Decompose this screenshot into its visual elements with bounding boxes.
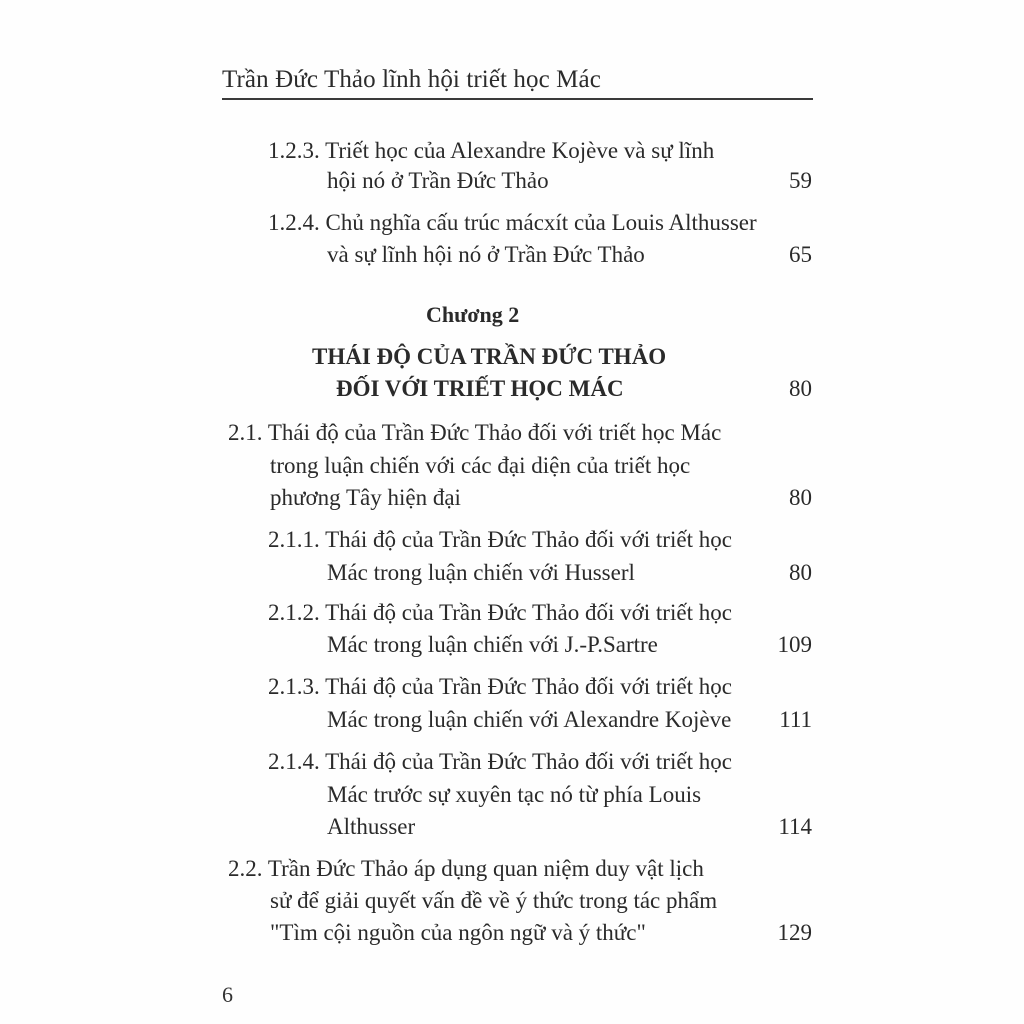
entry-number: 1.2.4. [268, 210, 320, 235]
entry-number: 2.1.2. [268, 600, 320, 625]
entry-text: Thái độ của Trần Đức Thảo đối với triết học Mác [267, 420, 722, 445]
page-number-1-2-3: 59 [789, 168, 812, 193]
entry-text: Chủ nghĩa cấu trúc mácxít của Louis Althusser [325, 210, 757, 235]
running-header: Trần Đức Thảo lĩnh hội triết học Mác [222, 66, 601, 93]
toc-entry-2-1-4-line2: Mác trước sự xuyên tạc nó từ phía Louis [327, 782, 702, 807]
header-rule [222, 98, 813, 100]
entry-text: Triết học của Alexandre Kojève và sự lĩnh [325, 138, 715, 163]
toc-entry-2-1-line2: trong luận chiến với các đại diện của triết học [270, 453, 691, 478]
toc-entry-2-2-line3: "Tìm cội nguồn của ngôn ngữ và ý thức" [270, 920, 646, 945]
page-number-2-2: 129 [777, 920, 812, 945]
entry-text: Thái độ của Trần Đức Thảo đối với triết học [325, 674, 732, 699]
entry-number: 2.2. [228, 856, 263, 881]
toc-entry-2-1-line1 [228, 420, 721, 446]
toc-entry-2-1-1-line1 [268, 527, 732, 553]
toc-entry-2-2-line1 [228, 856, 704, 882]
toc-entry-1-2-3-line2: hội nó ở Trần Đức Thảo [327, 168, 549, 193]
toc-entry-2-2-line2: sử để giải quyết vấn đề về ý thức trong tác phẩm [270, 888, 718, 913]
entry-number: 2.1.3. [268, 674, 320, 699]
entry-number: 1.2.3. [268, 138, 320, 163]
folio-page-number: 6 [222, 982, 233, 1007]
entry-text: Trần Đức Thảo áp dụng quan niệm duy vật lịch [267, 856, 704, 881]
page-number-2-1-2: 109 [777, 632, 812, 657]
page-number-2-1: 80 [789, 485, 812, 510]
chapter-title-line2: ĐỐI VỚI TRIẾT HỌC MÁC [336, 376, 624, 401]
toc-entry-2-1-2-line2: Mác trong luận chiến với J.-P.Sartre [327, 632, 658, 657]
toc-entry-1-2-4-line1 [268, 210, 757, 236]
chapter-title-line1: THÁI ĐỘ CỦA TRẦN ĐỨC THẢO [312, 344, 667, 369]
page-number-2-1-4: 114 [778, 814, 812, 839]
entry-number: 2.1.4. [268, 749, 320, 774]
toc-entry-2-1-4-line1 [268, 749, 732, 775]
toc-entry-2-1-1-line2: Mác trong luận chiến với Husserl [327, 560, 635, 585]
page-number-1-2-4: 65 [789, 242, 812, 267]
entry-text: Thái độ của Trần Đức Thảo đối với triết học [325, 600, 732, 625]
toc-entry-1-2-3-line1 [268, 138, 714, 164]
entry-number: 2.1. [228, 420, 263, 445]
page-number-2-1-3: 111 [779, 707, 812, 732]
page-number-2-1-1: 80 [789, 560, 812, 585]
entry-text: Thái độ của Trần Đức Thảo đối với triết học [325, 749, 732, 774]
entry-text: Thái độ của Trần Đức Thảo đối với triết học [325, 527, 732, 552]
toc-entry-1-2-4-line2: và sự lĩnh hội nó ở Trần Đức Thảo [327, 242, 645, 267]
toc-entry-2-1-line3: phương Tây hiện đại [270, 485, 461, 510]
entry-number: 2.1.1. [268, 527, 320, 552]
chapter-label: Chương 2 [426, 302, 520, 327]
toc-entry-2-1-2-line1 [268, 600, 732, 626]
toc-entry-2-1-3-line1 [268, 674, 732, 700]
page-number-chapter-2: 80 [789, 376, 812, 401]
toc-entry-2-1-4-line3: Althusser [327, 814, 416, 839]
toc-entry-2-1-3-line2: Mác trong luận chiến với Alexandre Kojève [327, 707, 732, 732]
